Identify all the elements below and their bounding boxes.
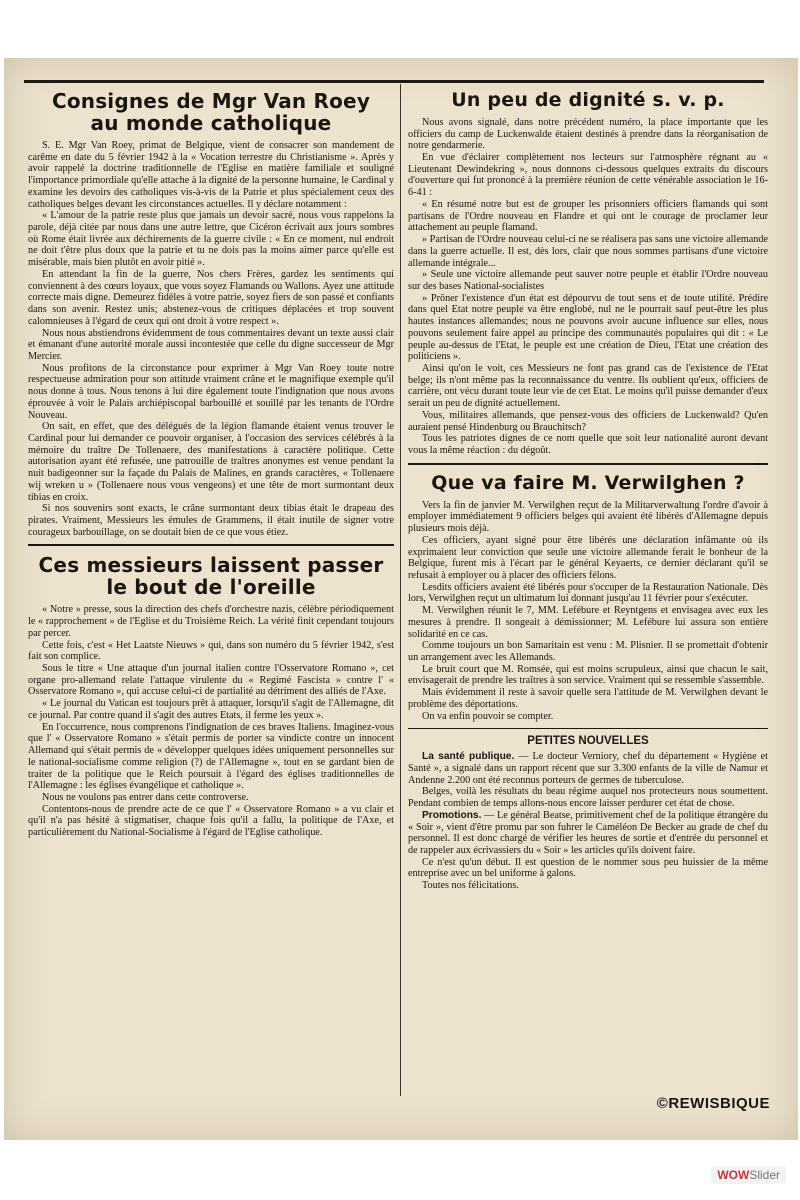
article-1-paragraph: Nous nous abstiendrons évidemment de tous commentaires devant un texte aussi clair et émanant d'une autorité morale aussi incontestée que celle du digne successeur de Mgr Mercier. [28, 327, 394, 362]
top-rule [24, 80, 764, 83]
article-1-paragraph: Nous profitons de la circonstance pour exprimer à Mgr Van Roey toute notre respectueuse admiration pour son attitude vraiment crâne et le magnifique exemple qu'il nous donne à tous. Nous tenons à lui dire également toute l'indignation que nous avons éprouvée à voir le Palais archiépiscopal barbouillé et souillé par les tenants de l'Ordre Nouveau. [28, 362, 394, 421]
article-3-paragraph: » Partisan de l'Ordre nouveau celui-ci ne se réalisera pas sans une victoire allemande dans la guerre actuelle. Il est, dès lors, clair que nous sommes partisans d'une victoire allemande intégrale... [408, 234, 768, 269]
article-3-paragraph: » Prôner l'existence d'un état est dépourvu de tout sens et de toute utilité. Prédire dans quel Etat notre peuple va être englobé, nul ne le pourrait sauf peut-être les plus hautes instances allemandes; nous ne pouvons avoir aucune influence sur elles, nous pouvons seulement faire appel au principe des communautés populaires qui dit : « Le peuple au-dessus de l'Etat, le peuple est une création de Dieu, l'Etat une création des politiciens ». [408, 292, 768, 363]
article-3-paragraph: Vous, militaires allemands, que pensez-vous des officiers de Luckenwald? Qu'en auraient pensé Hindenburg ou Brauchitsch? [408, 409, 768, 433]
article-3-body [408, 117, 768, 457]
article-2-paragraph: Sous le titre « Une attaque d'un journal italien contre l'Osservatore Romano », cet organe pro-allemand relate l'attaque virulente du « Regimé Fascista » contre l' « Osservatore Romano », qui accuse celui-ci de partialité au détriment des alliés de l'Axe. [28, 663, 394, 698]
news-item-lead: Promotions. [422, 809, 482, 821]
news-item [408, 751, 768, 786]
article-4-paragraph: Lesdits officiers avaient été libérés pour s'occuper de la Restauration Nationale. Dès lors, Verwilghen reçut un ultimatum lui donnant jusqu'au 11 février pour s'exécuter. [408, 581, 768, 605]
article-2-paragraph: « Notre » presse, sous la direction des chefs d'orchestre nazis, célèbre périodiquement le « rapprochement » de l'Eglise et du Troisième Reich. La vérité finit cependant toujours par percer. [28, 604, 394, 639]
watermark-part1: WOW [717, 1168, 750, 1182]
news-paragraph: Toutes nos félicitations. [422, 880, 519, 892]
article-2-paragraph: En l'occurrence, nous comprenons l'indignation de ces braves Italiens. Imaginez-vous que l' « Osservatore Romano » s'était permis de porter sa vindicte contre un innocent Allemand qui s'était permis de « développer quelques idées uniquement personnelles sur le national-socialisme comme religion (?) de l'Allemagne », tout en se gardant bien de traiter de la politique que le Reich poursuit à l'égard des églises traditionnelles de l'Allemagne : les églises évangélique et catholique ». [28, 721, 394, 792]
article-4-body [408, 500, 768, 723]
article-4-paragraph: M. Verwilghen réunit le 7, MM. Lefébure et Reyntgens et envisagea avec eux les mesures à prendre. Il songeait à démissionner; M. Lefébure lui assura son entière solidarité en ce cas. [408, 605, 768, 640]
article-4-paragraph: Mais évidemment il reste à savoir quelle sera l'attitude de M. Verwilghen devant le problème des déportations. [408, 687, 768, 710]
article-2-body [28, 604, 394, 838]
article-2-title-line1: Ces messieurs laissent passer [38, 553, 384, 578]
article-2-paragraph: « Le journal du Vatican est toujours prêt à attaquer, lorsqu'il s'agit de l'Allemagne, dit ce journal. Par contre quand il s'agit des autres Etats, il ferme les yeux ». [28, 698, 394, 721]
right-column [408, 90, 768, 1134]
article-4-headline: Que va faire M. Verwilghen ? [431, 471, 745, 494]
article-1-body [28, 140, 394, 538]
watermark-part2: Slider [749, 1168, 780, 1182]
news-divider [408, 728, 768, 729]
article-3-paragraph: » Seule une victoire allemande peut sauver notre peuple et établir l'Ordre nouveau sur des bases National-socialistes [408, 269, 768, 292]
article-3-paragraph: « En résumé notre but est de grouper les prisonniers officiers flamands qui sont partisans de l'Ordre nouveau en Flandre et qui ont le courage de proclamer leur attachement au peuple flamand. [408, 198, 768, 234]
article-1-paragraph: « L'amour de la patrie reste plus que jamais un devoir sacré, nous vous rappelons la parole, déjà citée par nous dans une autre lettre, que Cicéron écrivait aux jours sombres où Rome était livrée aux déchirements de la guerre civile : « En ce moment, nul endroit ne doit t'être plus doux que la patrie et tu ne dois pas la moins aimer parce qu'elle est misérable, mais bien plutôt en avoir pitié ». [28, 210, 394, 269]
article-2-paragraph: Nous ne voulons pas entrer dans cette controverse. [42, 791, 249, 803]
article-4-paragraph: Le bruit court que M. Romsée, qui est moins scrupuleux, ainsi que chacun le sait, envisagerait de prendre les traîtres à son service. Vraiment qui se ressemble s'assemble. [408, 663, 768, 687]
news-paragraph: Belges, voilà les résultats du beau régime auquel nos protecteurs nous soumettent. Pendant combien de temps allons-nous encore laisser perdurer cet état de chose. [408, 786, 768, 810]
article-3-paragraph: Tous les patriotes dignes de ce nom quelle que soit leur nationalité auront devant vous la même réaction : du dégoût. [408, 433, 768, 457]
article-1-paragraph: S. E. Mgr Van Roey, primat de Belgique, vient de consacrer son mandement de carême en date du 5 février 1942 à la « Vocation terrestre du Christianisme ». Après y avoir rappelé la doctrine traditionnelle de l'Eglise en matière familiale et souligné l'importance primordiale qu'elle attache à la dignité de la personne humaine, le Cardinal y examine les devoirs des catholiques vis-à-vis de la Patrie et plus spécialement ceux des catholiques belges devant les circonstances actuelles. Il y déclare notamment : [28, 140, 394, 210]
news-item [408, 810, 768, 857]
article-1-title-line1: Consignes de Mgr Van Roey [51, 90, 371, 113]
article-1-paragraph: En attendant la fin de la guerre, Nos chers Frères, gardez les sentiments qui conviennent à des cœurs loyaux, que vous soyez Flamands ou Wallons. Ayez une attitude correcte mais digne. Demeurez fidèles à votre patrie, soyez fiers de son passé et confiants dans son avenir. Restez unis; abstenez-vous de critiques déplacées et trop souvent calomnieuses à l'égard de ceux qui ont droit à votre respect ». [28, 268, 394, 327]
article-1-paragraph: On sait, en effet, que des délégués de la légion flamande étaient venus trouver le Cardinal pour lui demander ce pouvoir organiser, à l'occasion des services célébrés à la mémoire du traître De Tollenaere, des manifestations à caractère politique. Cette autorisation ayant été refusée, une patrouille de traîtres anonymes est venue pendant la nuit badigeonner sur la façade du Palais de Malines, en grands caractères, « Tollenaere wij wreken u » (Tollenaere nous vous vengeons) et une tête de mort surmontant deux tibias en croix. [28, 421, 394, 503]
article-4-paragraph: Comme toujours un bon Samaritain est venu : M. Plisnier. Il se promettait d'obtenir un arrangement avec les Allemands. [408, 640, 768, 663]
article-3-paragraph: En vue d'éclairer complètement nos lecteurs sur l'atmosphère régnant au « Lieutenant Dewindekring », nous donnons ci-dessous quelques extraits du discours d'ouverture qui fut prononcé à la première réunion de cette vénérable association le 16-6-41 : [408, 152, 768, 199]
news-item-text: — Le docteur Verniory, chef du département « Hygiène et Santé », a signalé dans un rapport récent que sur 3.300 enfants de la ville de Namur et Andenne 2.200 ont été reconnus porteurs de germes de tuberculose. [408, 751, 768, 786]
article-4-paragraph: On va enfin pouvoir se compter. [422, 710, 554, 722]
article-1-title-line2: au monde catholique [90, 111, 332, 135]
article-4-paragraph: Ces officiers, ayant signé pour être libérés une déclaration infâmante où ils exprimaient leur conviction que seule une victoire allemande ferait le bonheur de la Belgique, furent mis à l'écart par le général Keyaerts, ce dernier déclarant qu'il se refusait à employer ou à placer des officiers félons. [408, 534, 768, 581]
article-2-paragraph: Contentons-nous de prendre acte de ce que l' « Osservatore Romano » a vu clair et qu'il n'a pas hésité à stigmatiser, chaque fois qu'il a fallu, la politique de l'Axe, et particulièrement du National-Socialisme à l'égard de l'Eglise catholique. [28, 803, 394, 839]
left-column [28, 90, 402, 1134]
petites-nouvelles-title: PETITES NOUVELLES [527, 735, 649, 748]
article-1-paragraph: Si nos souvenirs sont exacts, le crâne surmontant deux tibias était le drapeau des pirates. Vraiment, Messieurs les émules de Grammens, il était inutile de signer votre courageux barbouillage, on se doutait bien de ce que vous étiez. [28, 503, 394, 538]
article-1-headline [28, 90, 394, 134]
wowslider-watermark[interactable] [711, 1166, 786, 1184]
article-2-headline [28, 554, 394, 598]
article-2-paragraph: Cette fois, c'est « Het Laatste Nieuws » qui, dans son numéro du 5 février 1942, s'est fait son complice. [28, 639, 394, 663]
article-3-paragraph: Ainsi qu'on le voit, ces Messieurs ne font pas grand cas de l'existence de l'Etat belge; ils n'ont même pas la reconnaissance du ventre. Ils oublient qu'eux, officiers de carrière, ont vécu durant toute leur vie de cet Etat. Le moins qu'il puisse demander d'eux serait un peu de dignité actuellement. [408, 362, 768, 410]
article-3-headline: Un peu de dignité s. v. p. [451, 90, 725, 111]
article-3-paragraph: Nous avons signalé, dans notre précédent numéro, la place importante que les officiers du camp de Luckenwalde étaient destinés à prendre dans la réorganisation de notre gendarmerie. [408, 116, 768, 152]
news-item-text: — Le général Beatse, primitivement chef de la politique étrangère du « Soir », vient d'être promu par son fuhrer le Caméléon De Becker au grade de chef du personnel. Il est donc chargé de vérifier les heures de sortie et d'entrée du personnel et de rappeler aux écrivassiers du « Soir » les articles qu'ils doivent faire. [408, 809, 768, 857]
news-paragraph: Ce n'est qu'un début. Il est question de le nommer sous peu huissier de la même entreprise avec un bel uniforme à galons. [408, 856, 768, 880]
article-4-paragraph: Vers la fin de janvier M. Verwilghen reçut de la Militarverwaltung l'ordre d'avoir à employer immédiatement 9 officiers belges qui avaient été libérés d'Allemagne depuis plusieurs mois déjà. [408, 499, 768, 535]
section-divider [28, 544, 394, 546]
copyright-mark: ©REWISBIQUE [656, 1095, 770, 1112]
article-2-title-line2: le bout de l'oreille [106, 575, 316, 600]
news-item-lead: La santé publique. [422, 751, 515, 763]
section-divider [408, 463, 768, 465]
petites-nouvelles-body [408, 751, 768, 892]
